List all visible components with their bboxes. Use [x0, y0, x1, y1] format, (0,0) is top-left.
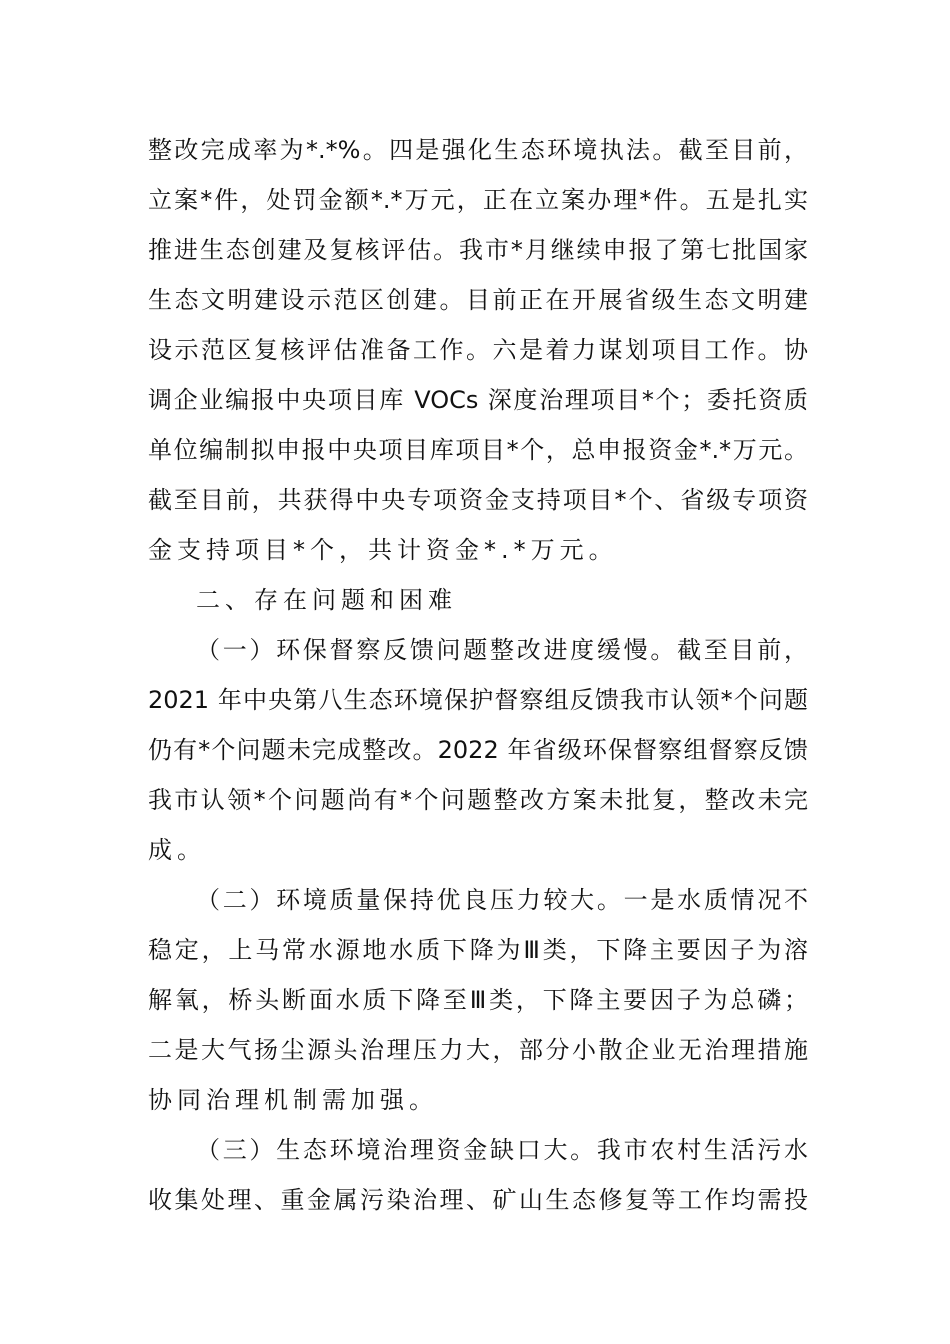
- paragraph-line: 金支持项目*个，共计资金*.*万元。: [148, 536, 618, 564]
- section-heading: 二、存在问题和困难: [196, 586, 457, 614]
- paragraph-line: 稳定，上马常水源地水质下降为Ⅲ类，下降主要因子为溶: [148, 936, 808, 964]
- paragraph-line: 生态文明建设示范区创建。目前正在开展省级生态文明建: [148, 286, 808, 314]
- paragraph-line: 推进生态创建及复核评估。我市*月继续申报了第七批国家: [148, 236, 808, 264]
- paragraph-line: 协同治理机制需加强。: [148, 1086, 438, 1114]
- paragraph-line: 调企业编报中央项目库 VOCs 深度治理项目*个；委托资质: [148, 386, 808, 414]
- paragraph-line: 我市认领*个问题尚有*个问题整改方案未批复，整改未完: [148, 786, 808, 814]
- paragraph-line: 立案*件，处罚金额*.*万元，正在立案办理*件。五是扎实: [148, 186, 808, 214]
- paragraph-line: 单位编制拟申报中央项目库项目*个，总申报资金*.*万元。: [148, 436, 808, 464]
- subsection-line: （二）环境质量保持优良压力较大。一是水质情况不: [196, 886, 808, 914]
- paragraph-line: 设示范区复核评估准备工作。六是着力谋划项目工作。协: [148, 336, 808, 364]
- paragraph-line: 解氧，桥头断面水质下降至Ⅲ类，下降主要因子为总磷；: [148, 986, 808, 1014]
- subsection-line: （一）环保督察反馈问题整改进度缓慢。截至目前，: [196, 636, 808, 664]
- paragraph-line: 仍有*个问题未完成整改。2022 年省级环保督察组督察反馈: [148, 736, 808, 764]
- paragraph-line: 2021 年中央第八生态环境保护督察组反馈我市认领*个问题: [148, 686, 808, 714]
- subsection-line: （三）生态环境治理资金缺口大。我市农村生活污水: [196, 1136, 808, 1164]
- paragraph-line: 整改完成率为*.*%。四是强化生态环境执法。截至目前，: [148, 136, 808, 164]
- paragraph-line: 截至目前，共获得中央专项资金支持项目*个、省级专项资: [148, 486, 808, 514]
- paragraph-line: 收集处理、重金属污染治理、矿山生态修复等工作均需投: [148, 1186, 808, 1214]
- paragraph-line: 成。: [148, 836, 206, 864]
- paragraph-line: 二是大气扬尘源头治理压力大，部分小散企业无治理措施: [148, 1036, 808, 1064]
